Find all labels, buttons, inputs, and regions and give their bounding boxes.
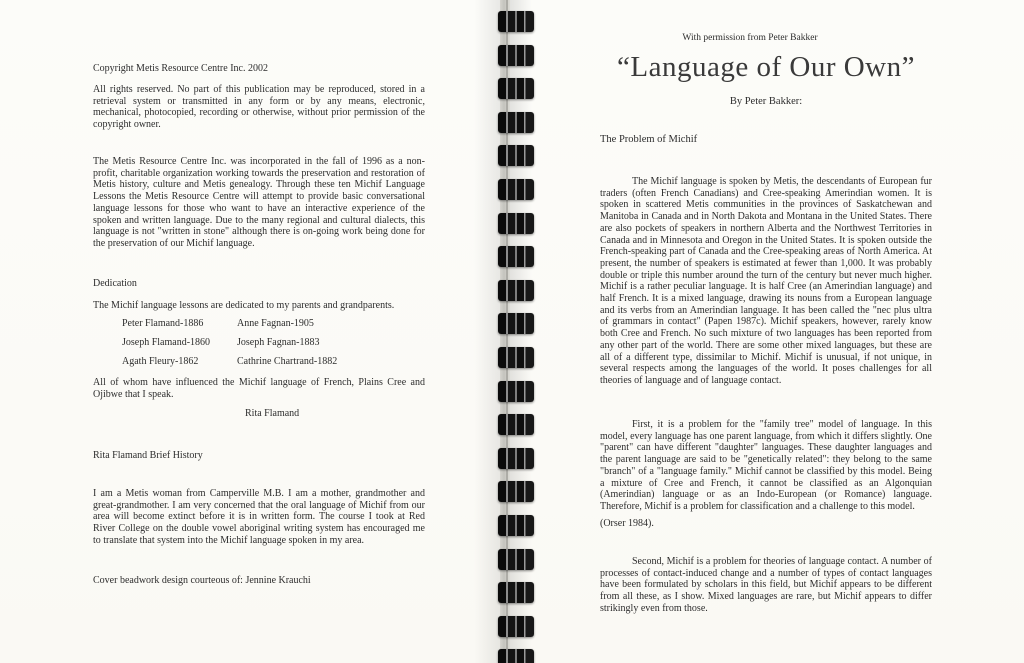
dedication-name: Cathrine Chartrand-1882 [237,356,338,368]
dedication-name: Agath Fleury-1862 [122,356,199,368]
section-heading: The Problem of Michif [600,134,698,145]
history-paragraph: I am a Metis woman from Camperville M.B. I am a mother, grandmother and great-grandmother. I am very concerned that the oral language of Michif from our area will become extinct before it is in written form. The course I took at Red River College on the double vowel aboriginal writing system has encouraged me to translate that system into the Michif language spoken in my area. [93,488,425,546]
dedication-intro: The Michif language lessons are dedicated to my parents and grandparents. [93,300,395,311]
dedication-outro: All of whom have influenced the Michif language of French, Plains Cree and Ojibwe that I speak. [93,377,425,400]
article-paragraph-1: The Michif language is spoken by Metis, the descendants of European fur traders (often French Canadians) and Cree-speaking Amerindian women. It is spoken in scattered Metis communities in the provinces of Saskatchewan and Manitoba in Canada and in North Dakota and Montana in the United States. There are also pockets of speakers in northern Alberta and the Northwest Territories in Canada and in Minnesota and Oregon in the United States. It is spoken outside the French-speaking part of Canada and the Cree-speaking areas of North America. At present, the number of speakers is estimated at fewer than 1,000. It was probably double or triple this number around the turn of the century but never much higher. Michif is a rather peculiar language. It is half Cree (an Amerindian language) and half French. It is a mixed language, drawing its nouns from a European language and its verbs from an Amerindian language. It has been called the "nec plus ultra of grammars in contact" (Papen 1987c). Michif speakers, however, rarely know both Cree and French. No such mixture of two languages has been reported from any other part of the world. There are some other mixed languages, but these are all of a different type, dissimilar to Michif. Michif is unusual, if not unique, in several respects among the languages of the world. It poses challenges for all theories of language and of language contact. [600,176,932,386]
dedication-heading: Dedication [93,278,137,289]
dedication-name: Joseph Fagnan-1883 [237,337,320,349]
left-page [0,0,500,663]
dedication-name: Peter Flamand-1886 [122,318,204,329]
rights-paragraph: All rights reserved. No part of this publication may be reproduced, stored in a retrieval system or transmitted in any form or by any means, electronic, mechanical, photocopied, recording or otherwise, without prior permission of the copyright owner. [93,84,425,131]
article-paragraph-2: First, it is a problem for the "family tree" model of language. In this model, every language has one parent language, from which it differs slightly. One "parent" can have different "daughter" languages. These daughter languages and the parent language are said to be "genetically related": they belong to the same "branch" of a "language family." Michif cannot be classified by this model. Being a mixture of Cree and French, it cannot be classified as an Algonquian (Amerindian) language or as an Indo-European (or Romance) language. Therefore, Michif is a problem for classification and a challenge to this model. [600,419,932,512]
beadwork-credit: Cover beadwork design courteous of: Jennine Krauchi [93,575,311,586]
page-seam [500,0,510,663]
dedication-names-list [122,318,402,368]
permission-line: With permission from Peter Bakker [682,33,818,43]
article-paragraph-3: Second, Michif is a problem for theories of language contact. A number of processes of contact-induced change and a number of types of contact languages have been formulated by scholars in this field, but Michif appears to be different from all these, as I show. Mixed languages are rare, but Michif appears to differ strikingly even from those. [600,556,932,614]
about-paragraph: The Metis Resource Centre Inc. was incorporated in the fall of 1996 as a non-profit, charitable organization working towards the preservation and restoration of Metis history, culture and Metis genealogy. Through these ten Michif Language Lessons the Metis Resource Centre will attempt to provide basic conversational language lessons for those who want to have an interactive experience of the spoken and written language. Due to the many regional and cultural dialects, this language is not "written in stone" although there is on-going work being done for the preservation of our Michif language. [93,156,425,249]
article-title: “Language of Our Own” [617,51,915,83]
dedication-name: Joseph Flamand-1860 [122,337,211,349]
dedication-name: Anne Fagnan-1905 [237,318,314,329]
byline: By Peter Bakker: [729,96,803,107]
page-edge-line [506,0,508,663]
citation-line: (Orser 1984). [600,518,654,529]
history-heading: Rita Flamand Brief History [93,450,203,461]
right-page [510,0,1024,663]
dedication-signature: Rita Flamand [245,408,300,419]
copyright-line: Copyright Metis Resource Centre Inc. 2002 [93,63,268,74]
